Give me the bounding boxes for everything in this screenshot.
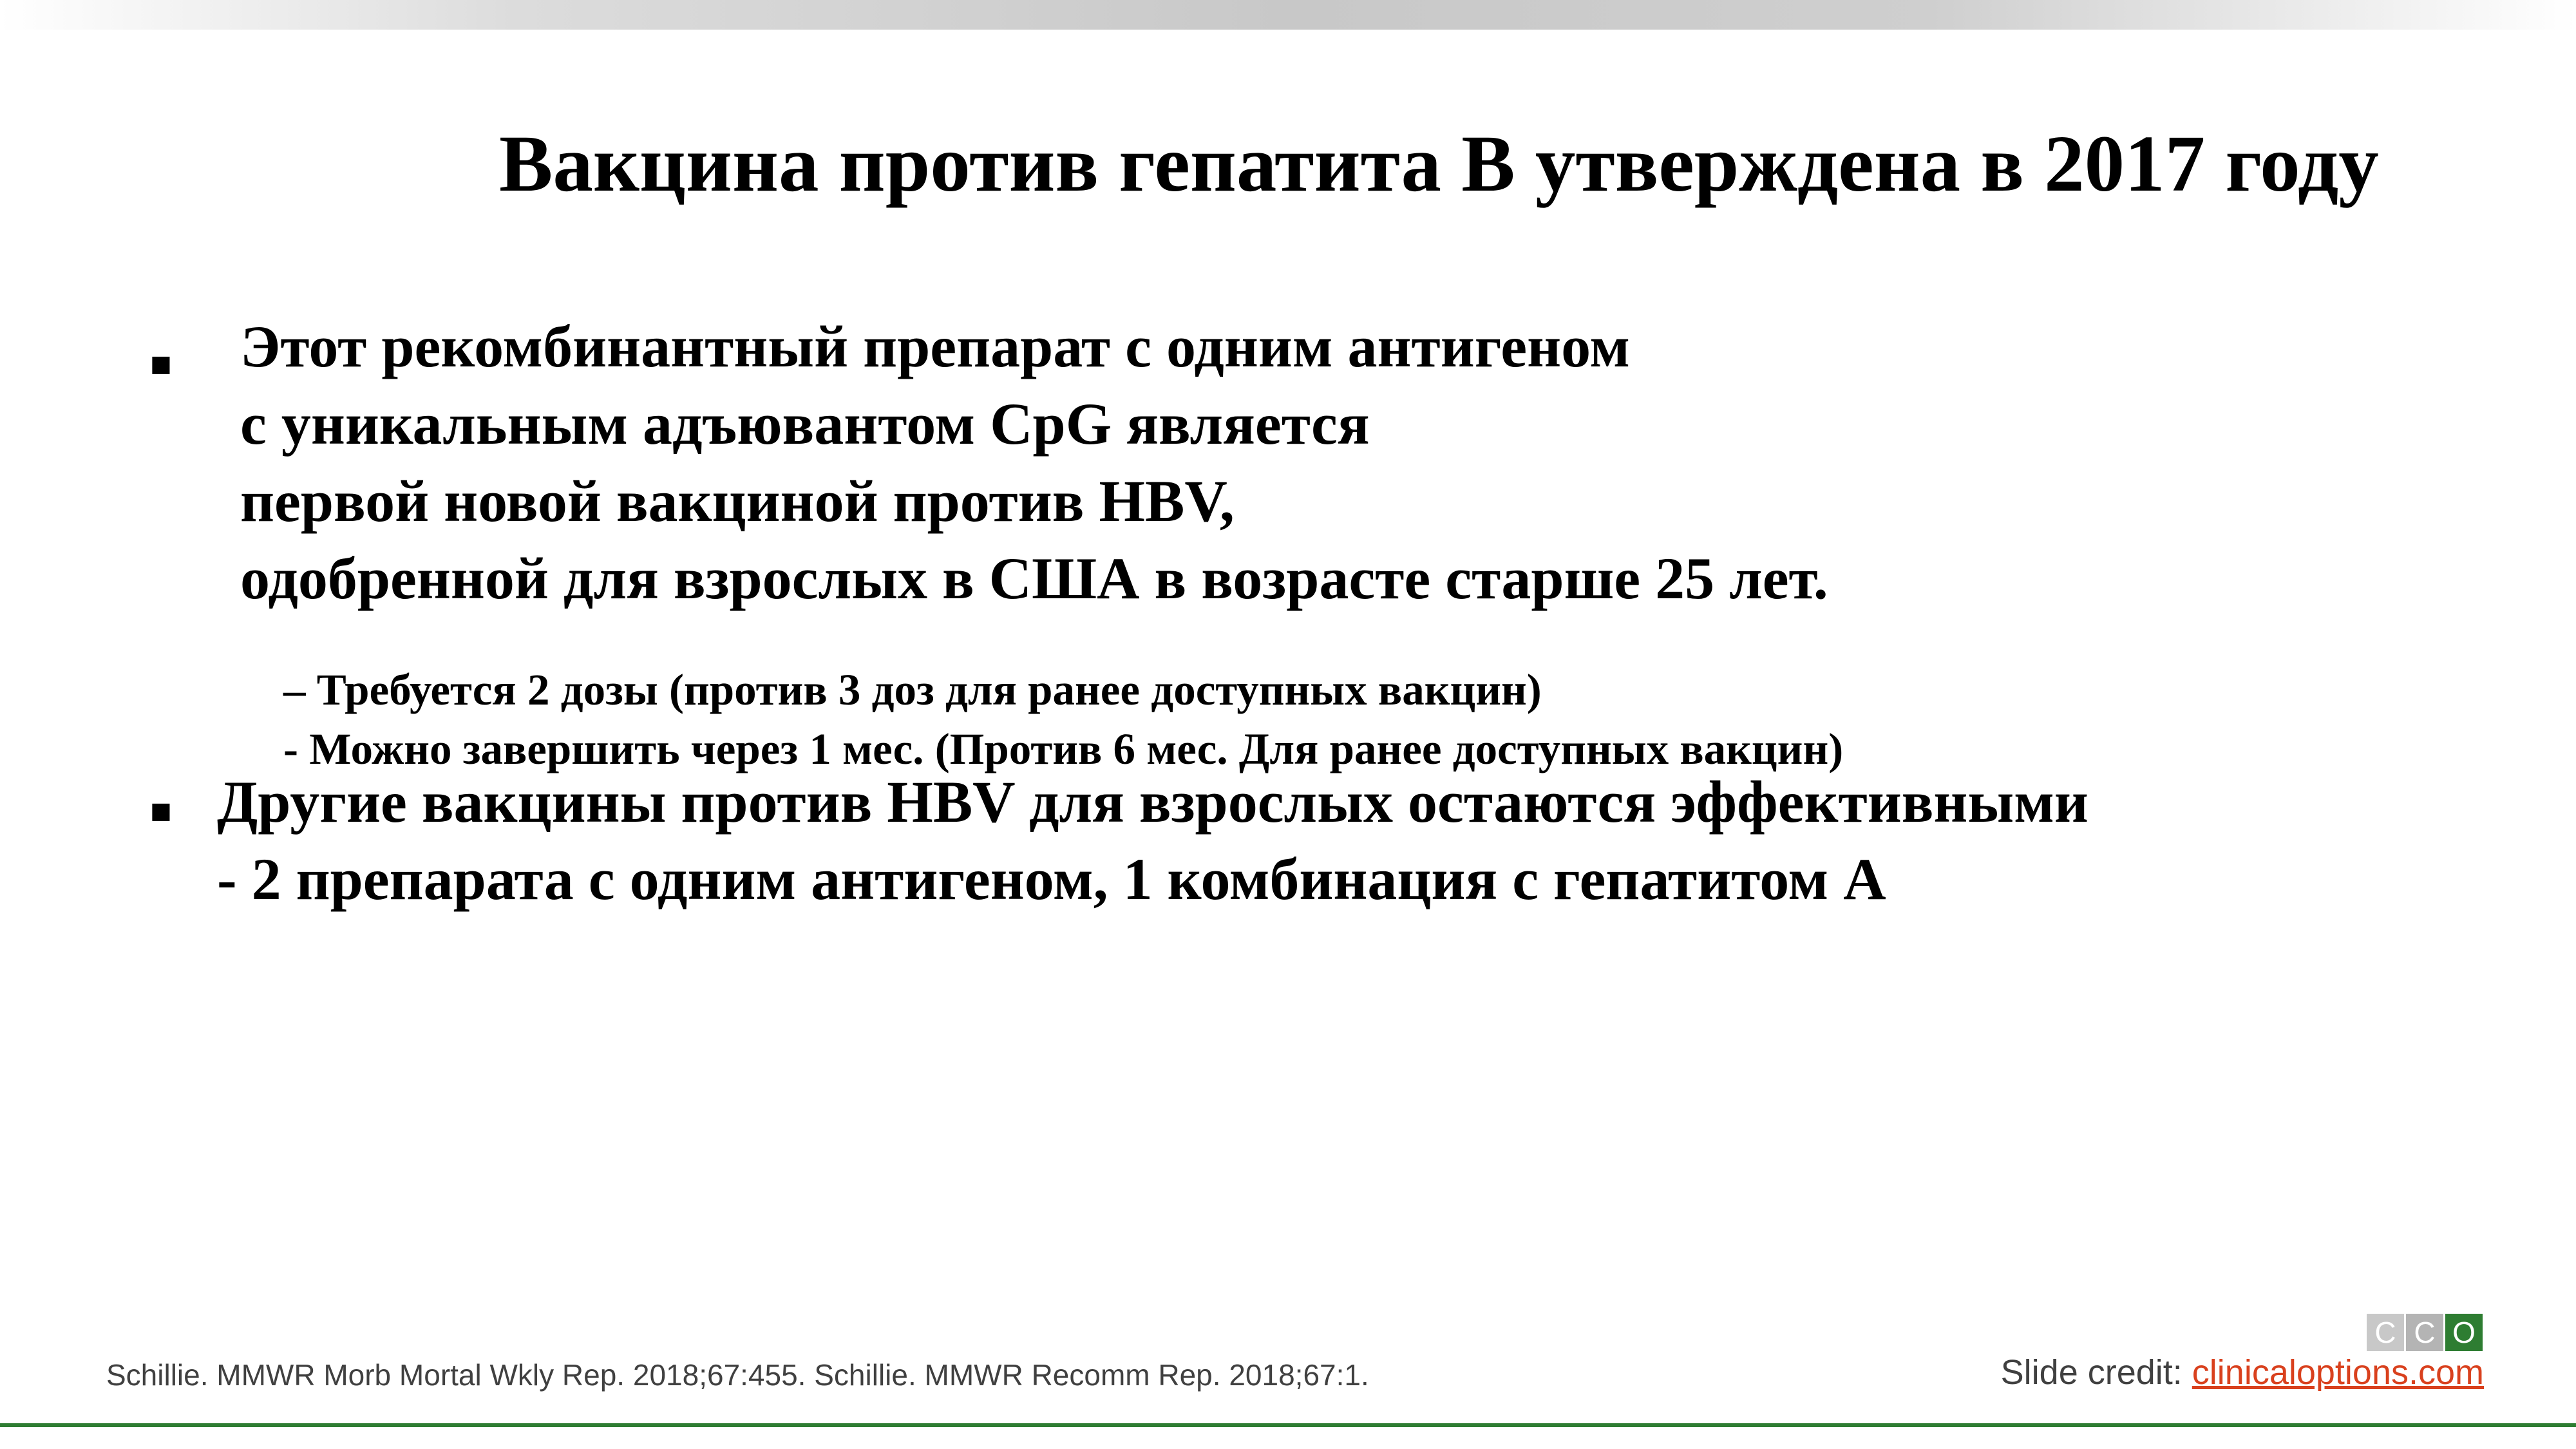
bullet-1-line: одобренной для взрослых в США в возрасте старше 25 лет. [240,545,1828,611]
bullet-square-icon: ■ [150,345,172,384]
sub-bullets [283,660,1843,779]
credit-link[interactable]: clinicaloptions.com [2192,1353,2484,1392]
bullet-1-line: Этот рекомбинантный препарат с одним антигеном [240,314,1631,379]
top-gradient-bar [0,0,2576,30]
slide-title: Вакцина против гепатита В утверждена в 2017 году [499,120,2379,209]
bullet-2-line: - 2 препарата с одним антигеном, 1 комбинация с гепатитом А [217,846,1886,912]
reference-citation: Schillie. MMWR Morb Mortal Wkly Rep. 2018;67:455. Schillie. MMWR Recomm Rep. 2018;67:1. [106,1358,1369,1392]
bullet-2-text [217,763,2088,918]
credit-label: Slide credit: [2000,1353,2192,1392]
bullet-1-text [240,308,1828,617]
sub-bullet-line: – Требуется 2 дозы (против 3 доз для ранее доступных вакцин) [283,665,1542,714]
logo-letter: O [2445,1314,2483,1351]
sub-bullet-line: - Можно завершить через 1 мес. (Против 6 мес. Для ранее доступных вакцин) [283,724,1844,773]
bottom-divider [0,1423,2576,1427]
logo-letter: C [2406,1314,2443,1351]
logo-letter: C [2367,1314,2404,1351]
bullet-square-icon: ■ [150,791,172,831]
cco-logo [2365,1314,2483,1351]
slide-credit [2001,1352,2484,1392]
bullet-2-line: Другие вакцины против HBV для взрослых остаются эффективными [217,769,2088,835]
bullet-1-line: с уникальным адъювантом CpG является [240,391,1370,457]
bullet-1-line: первой новой вакциной против HBV, [240,468,1235,534]
